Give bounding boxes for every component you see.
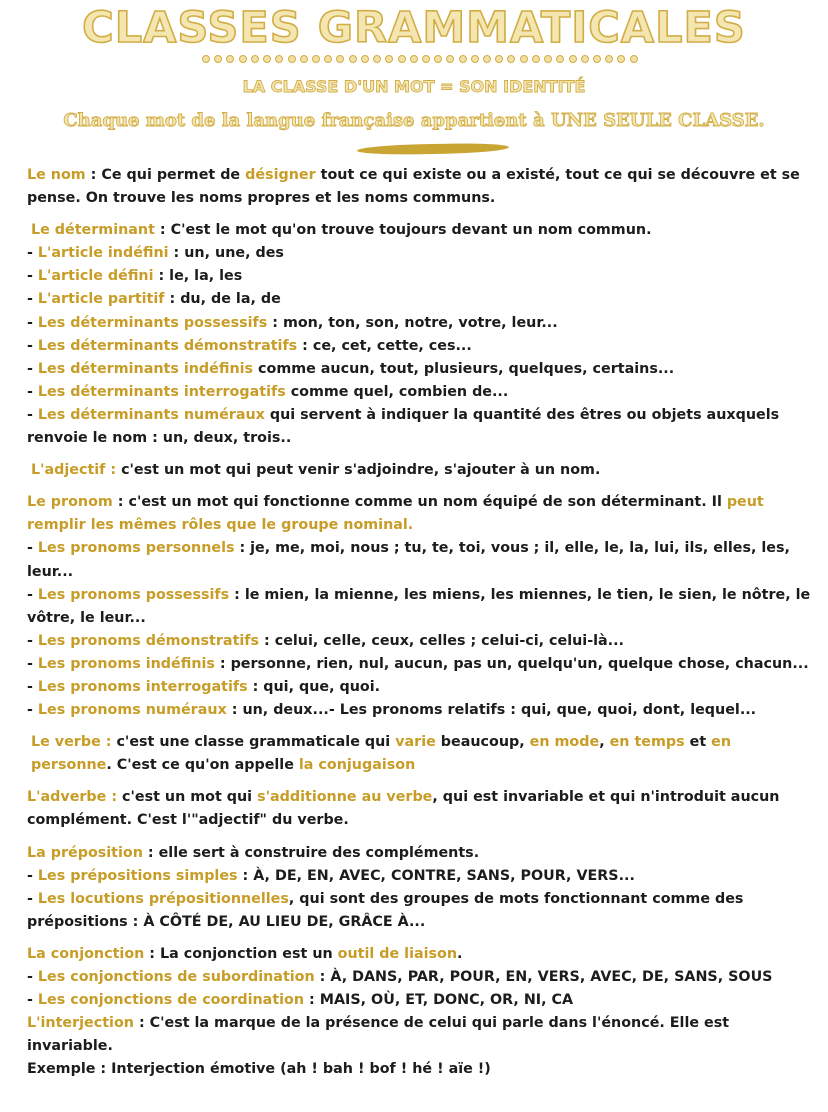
list-item: - Les pronoms personnels : je, me, moi, nous ; tu, te, toi, vous ; il, elle, le, la, lui, ils, elles, les, leur... [27,540,790,580]
section-verbe: Le verbe : c'est une classe grammaticale qui varie beaucoup, en mode, en temps et en personne. C'est ce qu'on appelle la conjugaison [31,734,732,774]
list-item: - Les déterminants indéfinis comme aucun, tout, plusieurs, quelques, certains... [27,360,675,377]
list-item: - Les déterminants numéraux qui servent à indiquer la quantité des êtres ou objets auxquels renvoie le nom : un, deux, trois.. [27,406,780,447]
page-title: CLASSES GRAMMATICALES [82,3,746,53]
page-tagline: Chaque mot de la langue française appartient à UNE SEULE CLASSE. [63,110,765,131]
list-item: - Les conjonctions de subordination : À, DANS, PAR, POUR, EN, VERS, AVEC, DE, SANS, SOUS [27,969,773,985]
list-item: - L'article partitif : du, de la, de [27,291,281,308]
list-item: - Les déterminants démonstratifs : ce, cet, cette, ces... [27,337,472,354]
section-preposition: La préposition : elle sert à construire des compléments. [27,844,480,861]
section-interjection: L'interjection : C'est la marque de la présence de celui qui parle dans l'énoncé. Elle est invariable. [27,1015,730,1055]
content-body [27,164,812,1081]
section-pronom: Le pronom : c'est un mot qui fonctionne comme un nom équipé de son déterminant. Il peut remplir les mêmes rôles que le groupe nominal. [27,494,764,534]
list-item: - Les prépositions simples : À, DE, EN, AVEC, CONTRE, SANS, POUR, VERS... [27,867,635,884]
page-subtitle: LA CLASSE D'UN MOT = SON IDENTITÉ [242,77,586,96]
list-item: - Les déterminants possessifs : mon, ton, son, notre, votre, leur... [27,314,558,331]
brush-stroke-divider [357,143,509,156]
list-item: - Les pronoms possessifs : le mien, la mienne, les miens, les miennes, le tien, le sien, le nôtre, le vôtre, le leur... [27,586,811,626]
dot-divider [202,55,638,64]
list-item: - Les pronoms interrogatifs : qui, que, quoi. [27,678,381,695]
section-determinant: Le déterminant : C'est le mot qu'on trouve toujours devant un nom commun. [31,222,652,239]
list-item: - Les locutions prépositionnelles, qui sont des groupes de mots fonctionnant comme des prépositions : À CÔTÉ DE, AU LIEU DE, GRÂCE À... [27,890,744,930]
list-item: - Les pronoms numéraux : un, deux...- Les pronoms relatifs : qui, que, quoi, dont, lequel... [27,702,757,719]
list-item: - Les conjonctions de coordination : MAIS, OÙ, ET, DONC, OR, NI, CA [27,992,574,1009]
section-adjectif: L'adjectif : c'est un mot qui peut venir s'adjoindre, s'ajouter à un nom. [31,462,601,479]
section-conjonction: La conjonction : La conjonction est un outil de liaison. [27,945,463,962]
list-item: - L'article défini : le, la, les [27,268,243,285]
list-item: - Les déterminants interrogatifs comme quel, combien de... [27,383,509,400]
example-line: Exemple : Interjection émotive (ah ! bah ! bof ! hé ! aïe !) [27,1061,491,1078]
list-item: - Les pronoms démonstratifs : celui, celle, ceux, celles ; celui-ci, celui-là... [27,632,624,649]
list-item: - L'article indéfini : un, une, des [27,245,284,262]
section-nom: Le nom : Ce qui permet de désigner tout ce qui existe ou a existé, tout ce qui se découvre et se pense. On trouve les noms propres et les noms communs. [27,167,800,207]
list-item: - Les pronoms indéfinis : personne, rien, nul, aucun, pas un, quelqu'un, quelque chose, chacun... [27,655,809,672]
section-adverbe: L'adverbe : c'est un mot qui s'additionne au verbe, qui est invariable et qui n'introduit aucun complément. C'est l'"adjectif" du verbe. [27,789,780,829]
